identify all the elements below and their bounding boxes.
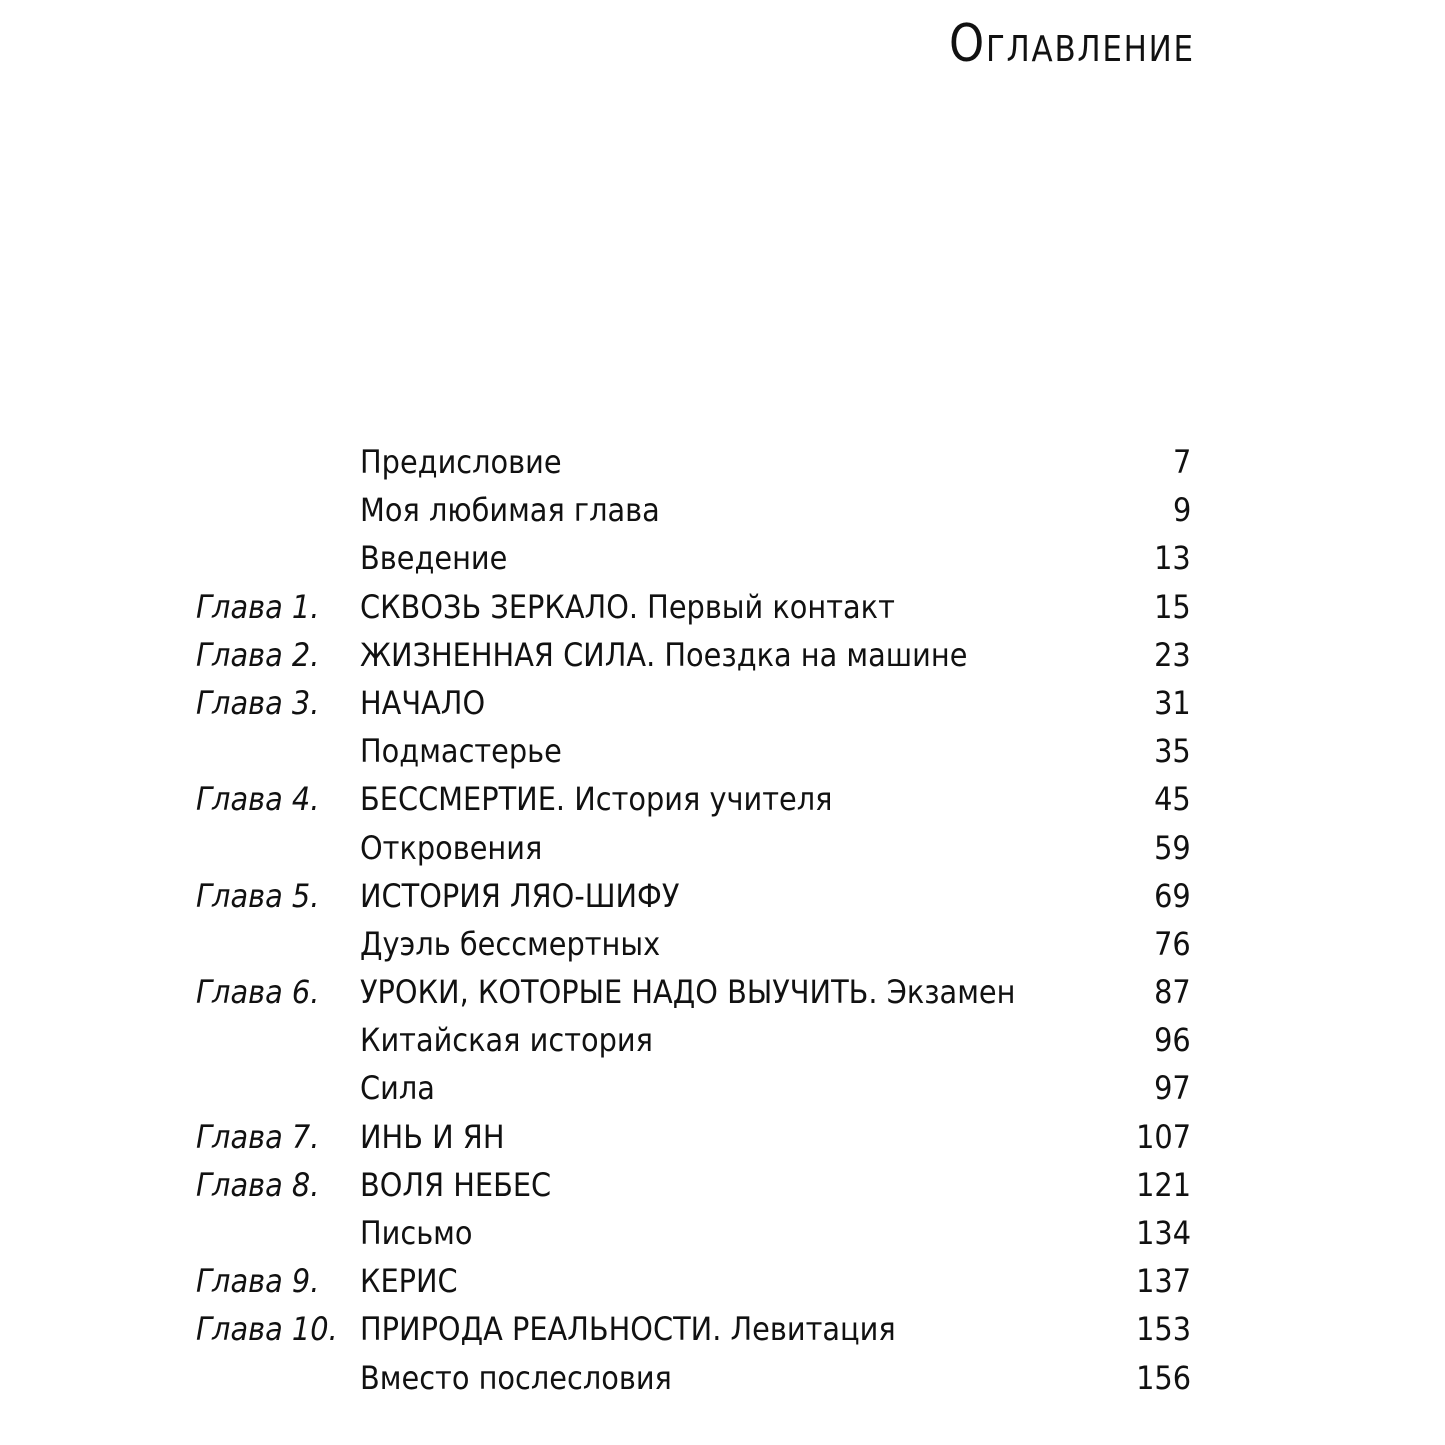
entry-page-number: 45 <box>1154 780 1191 819</box>
entry-page-number: 134 <box>1136 1214 1191 1252</box>
chapter-label: Глава 5. <box>196 876 320 915</box>
entry-title: Введение <box>360 539 508 578</box>
entry-title: ВОЛЯ НЕБЕС <box>360 1165 552 1204</box>
entry-page-number: 96 <box>1154 1021 1191 1060</box>
entry-title: Подмастерье <box>360 732 562 771</box>
table-of-contents <box>0 438 1445 1402</box>
toc-entry <box>0 1354 1445 1402</box>
toc-entry <box>0 824 1445 872</box>
entry-title: ПРИРОДА РЕАЛЬНОСТИ. Левитация <box>360 1310 896 1349</box>
entry-page-number: 69 <box>1154 876 1191 915</box>
toc-entry <box>0 486 1445 534</box>
chapter-label: Глава 8. <box>196 1165 320 1204</box>
toc-entry <box>0 920 1445 968</box>
chapter-label: Глава 1. <box>196 587 320 626</box>
entry-page-number: 76 <box>1154 924 1191 963</box>
entry-page-number: 31 <box>1154 683 1191 722</box>
entry-title: Моя любимая глава <box>360 491 660 530</box>
entry-title: Откровения <box>360 828 543 867</box>
chapter-label: Глава 3. <box>196 683 320 722</box>
toc-entry <box>0 1209 1445 1257</box>
entry-page-number: 121 <box>1136 1165 1191 1204</box>
toc-entry <box>0 872 1445 920</box>
entry-page-number: 59 <box>1154 828 1191 867</box>
chapter-label: Глава 6. <box>196 973 320 1012</box>
entry-page-number: 15 <box>1154 587 1191 626</box>
toc-entry <box>0 775 1445 823</box>
entry-title: ИНЬ И ЯН <box>360 1117 505 1156</box>
entry-title: Дуэль бессмертных <box>360 924 661 963</box>
toc-entry <box>0 679 1445 727</box>
entry-title: Китайская история <box>360 1021 653 1060</box>
entry-page-number: 87 <box>1154 973 1191 1012</box>
entry-page-number: 23 <box>1154 635 1191 674</box>
entry-title: Вместо послесловия <box>360 1358 672 1397</box>
entry-title: ЖИЗНЕННАЯ СИЛА. Поездка на машине <box>360 635 968 674</box>
toc-entry <box>0 1161 1445 1209</box>
entry-title: КЕРИС <box>360 1262 458 1301</box>
toc-entry <box>0 727 1445 775</box>
toc-entry <box>0 583 1445 631</box>
entry-page-number: 7 <box>1172 443 1191 481</box>
toc-entry <box>0 1305 1445 1353</box>
chapter-label: Глава 2. <box>196 635 320 674</box>
entry-page-number: 137 <box>1136 1262 1191 1301</box>
entry-title: ИСТОРИЯ ЛЯО-ШИФУ <box>360 876 680 915</box>
toc-entry <box>0 968 1445 1016</box>
entry-title: СКВОЗЬ ЗЕРКАЛО. Первый контакт <box>360 587 895 626</box>
entry-page-number: 153 <box>1136 1310 1191 1349</box>
entry-page-number: 107 <box>1136 1117 1191 1156</box>
toc-entry <box>0 1113 1445 1161</box>
page-title: Оглавление <box>949 14 1195 74</box>
toc-entry <box>0 1257 1445 1305</box>
chapter-label: Глава 9. <box>196 1262 320 1301</box>
entry-title: УРОКИ, КОТОРЫЕ НАДО ВЫУЧИТЬ. Экзамен <box>360 973 1016 1012</box>
entry-page-number: 13 <box>1154 539 1191 578</box>
toc-entry <box>0 1016 1445 1064</box>
entry-title: Письмо <box>360 1214 473 1252</box>
chapter-label: Глава 4. <box>196 780 320 819</box>
toc-entry <box>0 1064 1445 1112</box>
entry-title: Предисловие <box>360 443 562 481</box>
entry-page-number: 35 <box>1154 732 1191 771</box>
entry-page-number: 156 <box>1136 1358 1191 1397</box>
chapter-label: Глава 7. <box>196 1117 320 1156</box>
entry-page-number: 97 <box>1154 1069 1191 1108</box>
chapter-label: Глава 10. <box>196 1310 338 1349</box>
toc-entry <box>0 631 1445 679</box>
entry-page-number: 9 <box>1172 491 1191 530</box>
entry-title: БЕССМЕРТИЕ. История учителя <box>360 780 833 819</box>
toc-entry <box>0 438 1445 486</box>
entry-title: Сила <box>360 1069 435 1108</box>
entry-title: НАЧАЛО <box>360 683 486 722</box>
toc-entry <box>0 534 1445 582</box>
